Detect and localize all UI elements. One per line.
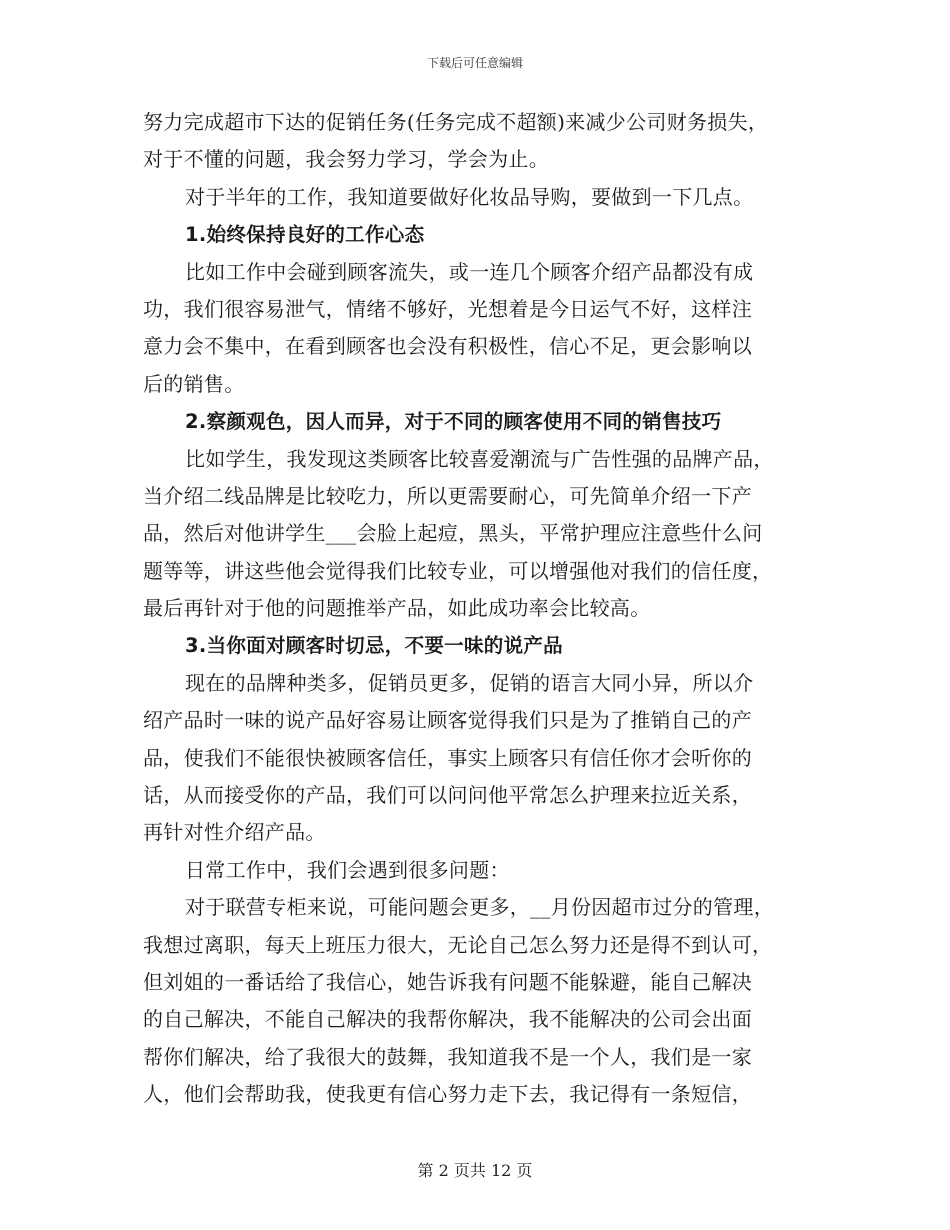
body-line: 品，然后对他讲学生___会脸上起痘，黑头，平常护理应注意些什么问 [143, 521, 763, 546]
paragraph-line: 对于联营专柜来说，可能问题会更多，__月份因超市过分的管理， [185, 895, 774, 920]
body-line: 我想过离职，每天上班压力很大，无论自己怎么努力还是得不到认可， [143, 932, 773, 957]
body-line: 的自己解决，不能自己解决的我帮你解决，我不能解决的公司会出面 [143, 1007, 752, 1032]
body-line: 题等等，讲这些他会觉得我们比较专业，可以增强他对我们的信任度， [143, 558, 773, 583]
paragraph-line: 比如学生，我发现这类顾客比较喜爱潮流与广告性强的品牌产品， [185, 446, 774, 471]
body-line: 意力会不集中，在看到顾客也会没有积极性，信心不足，更会影响以 [143, 334, 752, 359]
body-line: 绍产品时一味的说产品好容易让顾客觉得我们只是为了推销自己的产 [143, 708, 752, 733]
body-line: 再针对性介绍产品。 [143, 820, 326, 845]
paragraph-line: 对于半年的工作，我知道要做好化妆品导购，要做到一下几点。 [185, 184, 754, 209]
body-line: 品，使我们不能很快被顾客信任，事实上顾客只有信任你才会听你的 [143, 745, 752, 770]
paragraph-line: 比如工作中会碰到顾客流失，或一连几个顾客介绍产品都没有成 [185, 259, 754, 284]
body-line: 努力完成超市下达的促销任务(任务完成不超额)来减少公司财务损失， [143, 110, 769, 134]
page-header: 下载后可任意编辑 [426, 56, 523, 70]
body-line: 当介绍二线品牌是比较吃力，所以更需要耐心，可先简单介绍一下产 [143, 483, 752, 508]
body-line: 但刘姐的一番话给了我信心，她告诉我有问题不能躲避，能自己解决 [143, 969, 752, 994]
body-line: 对于不懂的问题，我会努力学习，学会为止。 [143, 147, 549, 172]
section-heading-3: 3.当你面对顾客时切忌，不要一味的说产品 [185, 634, 563, 658]
section-heading-1: 1.始终保持良好的工作心态 [185, 223, 425, 247]
body-line: 功，我们很容易泄气，情绪不够好，光想着是今日运气不好，这样注 [143, 296, 752, 321]
body-line: 最后再针对于他的问题推举产品，如此成功率会比较高。 [143, 596, 651, 621]
page-footer: 第 2 页共 12 页 [417, 1161, 533, 1180]
body-line: 人，他们会帮助我，使我更有信心努力走下去，我记得有一条短信， [143, 1082, 752, 1107]
paragraph-line: 日常工作中，我们会遇到很多问题： [185, 857, 510, 882]
body-line: 话，从而接受你的产品，我们可以问问他平常怎么护理来拉近关系， [143, 783, 752, 808]
section-heading-2: 2.察颜观色，因人而异，对于不同的顾客使用不同的销售技巧 [185, 410, 722, 434]
body-line: 后的销售。 [143, 371, 245, 396]
paragraph-line: 现在的品牌种类多，促销员更多，促销的语言大同小异，所以介 [185, 670, 754, 695]
body-line: 帮你们解决，给了我很大的鼓舞，我知道我不是一个人，我们是一家 [143, 1044, 752, 1069]
document-body [143, 104, 811, 1114]
